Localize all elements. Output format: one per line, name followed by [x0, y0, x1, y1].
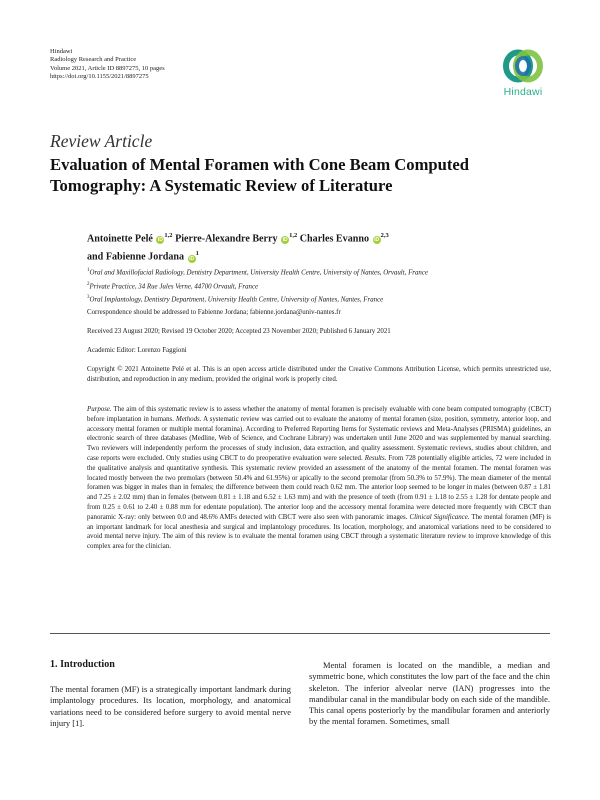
author-name: Pierre-Alexandre Berry: [175, 233, 278, 245]
abstract-purpose: The aim of this systematic review is to assess whether the anatomy of mental foramen is precisely evaluable with cone beam computed tomography (CBCT) before implantation in humans.: [87, 406, 551, 423]
affiliation-text: Private Practice, 34 Rue Jules Verne, 44700 Orvault, France: [89, 282, 259, 290]
author-affil-marker: 1,2: [289, 232, 298, 239]
hindawi-logo-icon: [501, 47, 545, 85]
abstract-label-purpose: Purpose.: [87, 406, 112, 413]
journal-header: [50, 48, 165, 82]
orcid-icon[interactable]: iD: [282, 237, 288, 244]
doi-link[interactable]: https://doi.org/10.1155/2021/8897275: [50, 73, 149, 81]
hindawi-logo: [492, 47, 554, 105]
author-name: Antoinette Pelé: [87, 233, 153, 245]
abstract-significance: The mental foramen (MF) is an important landmark for local anesthesia and surgical and implantology procedures. Its location, morphology, and anatomical variations need to be considered to avoid mental nerve injury. The aim of this review is to evaluate the mental foramen using CBCT through a systematic literature review to improve knowledge of this complex area for the clinician.: [87, 513, 551, 551]
author-list: [87, 228, 557, 265]
abstract-label-results: Results.: [364, 454, 387, 462]
section-divider: [50, 633, 550, 634]
orcid-icon[interactable]: iD: [189, 255, 195, 262]
affiliation-text: Oral and Maxillofacial Radiology, Dentistry Department, University Health Centre, University of Nantes, Orvault, France: [89, 269, 428, 277]
section-heading: 1. Introduction: [50, 659, 115, 670]
orcid-icon[interactable]: iD: [157, 237, 163, 244]
copyright-notice: Copyright © 2021 Antoinette Pelé et al. This is an open access article distributed under the Creative Commons Attribution License, which permits unrestricted use, distribution, and reproduction in any medium, provided the original work is properly cited.: [87, 366, 551, 383]
abstract-methods: A systematic review was carried out to evaluate the anatomy of mental foramen (size, position, symmetry, anterior loop, and accessory mental foramen or multiple mental foramina). According to Preferred Reporting Items for Systematic reviews and Meta-Analyses (PRISMA) guidelines, an electronic search of three databases (Medline, Web of Science, and Cochrane Library) was undertaken until June 2020 and was supplemented by manual searching. Two reviewers will independently perform the processes of study inclusion, data extraction, and quality assessment. Systematic reviews, studies about children, and case reports were excluded. Only studies using CBCT to do preoperative evaluation were selected.: [87, 415, 552, 462]
affiliation-number: 1: [87, 268, 90, 273]
affiliation-list: [87, 265, 557, 306]
author-affil-marker: 2,3: [380, 232, 389, 239]
author-joiner: and: [87, 251, 104, 263]
academic-editor: Academic Editor: Lorenzo Faggioni: [87, 347, 187, 354]
author-name: Fabienne Jordana: [105, 251, 185, 263]
orcid-icon[interactable]: iD: [374, 237, 380, 244]
volume-info: Volume 2021, Article ID 8897275, 10 pages: [50, 64, 165, 72]
journal-name: Radiology Research and Practice: [50, 56, 137, 64]
affiliation-item: [87, 292, 557, 306]
affiliation-item: [87, 279, 557, 293]
affiliation-item: [87, 265, 557, 279]
abstract: [87, 405, 551, 552]
abstract-label-significance: Clinical Significance.: [409, 513, 470, 521]
abstract-label-methods: Methods.: [175, 415, 202, 423]
article-title: Evaluation of Mental Foramen with Cone Beam Computed Tomography: A Systematic Review of Literature: [50, 155, 469, 195]
body-column-right: Mental foramen is located on the mandible, a median and symmetric bone, which constitutes the low part of the face and the chin skeleton. The inferior alveolar nerve (IAN) progresses into the mandibular canal in the mandibular body on each side of the mandible. This canal opens posteriorly by the mandibular foramen and anteriorly by the mental foramen. Sometimes, small: [309, 660, 550, 727]
article-type: Review Article: [50, 131, 153, 151]
author-affil-marker: 1,2: [164, 232, 173, 239]
article-dates: Received 23 August 2020; Revised 19 October 2020; Accepted 23 November 2020; Published 6 January 2021: [87, 328, 391, 335]
correspondence: Correspondence should be addressed to Fabienne Jordana; fabienne.jordana@univ-nantes.fr: [87, 309, 341, 316]
affiliation-text: Oral Implantology, Dentistry Department, University Health Centre, University of Nantes, Nantes, France: [89, 296, 384, 304]
author-name: Charles Evanno: [299, 233, 370, 245]
logo-wordmark: Hindawi: [503, 86, 543, 98]
author-affil-marker: 1: [195, 250, 199, 258]
body-column-left: The mental foramen (MF) is a strategically important landmark during implantology procedures. Its location, morphology, and anatomical variations need to be considered before surgery to avoid mental nerve injury [1].: [50, 684, 291, 728]
affiliation-number: 3: [87, 295, 90, 300]
abstract-results: From 728 potentially eligible articles, 72 were included in the qualitative analysis and quantitative synthesis. This systematic review provided an assessment of the anatomy of the mental foramen. The mental foramen was located mostly between the two premolars (between 50.4% and 61.95%) or apically to the second premolar (from 50.3% to 57.9%). The mean diameter of the mental foramen was bigger in males than in females; the difference between them could reach 0.62 mm. The anterior loop seemed to be longer in males (between 0.87 ± 1.81 and 7.25 ± 2.02 mm) than in females (between 0.81 ± 1.18 and 6.52 ± 1.63 mm) and with the presence of teeth (from 0.91 ± 1.18 to 2.55 ± 1.28 for dentate people and from 0.25 ± 0.61 to 2.40 ± 0.88 mm for edentate population). The anterior loop and the accessory mental foramina were detected more frequently with CBCT than panoramic X-ray: only between 0.0 and 48.6% AMFs detected with CBCT were also seen with panoramic images.: [87, 454, 552, 521]
affiliation-number: 2: [87, 281, 90, 287]
publisher-name: Hindawi: [50, 48, 73, 55]
